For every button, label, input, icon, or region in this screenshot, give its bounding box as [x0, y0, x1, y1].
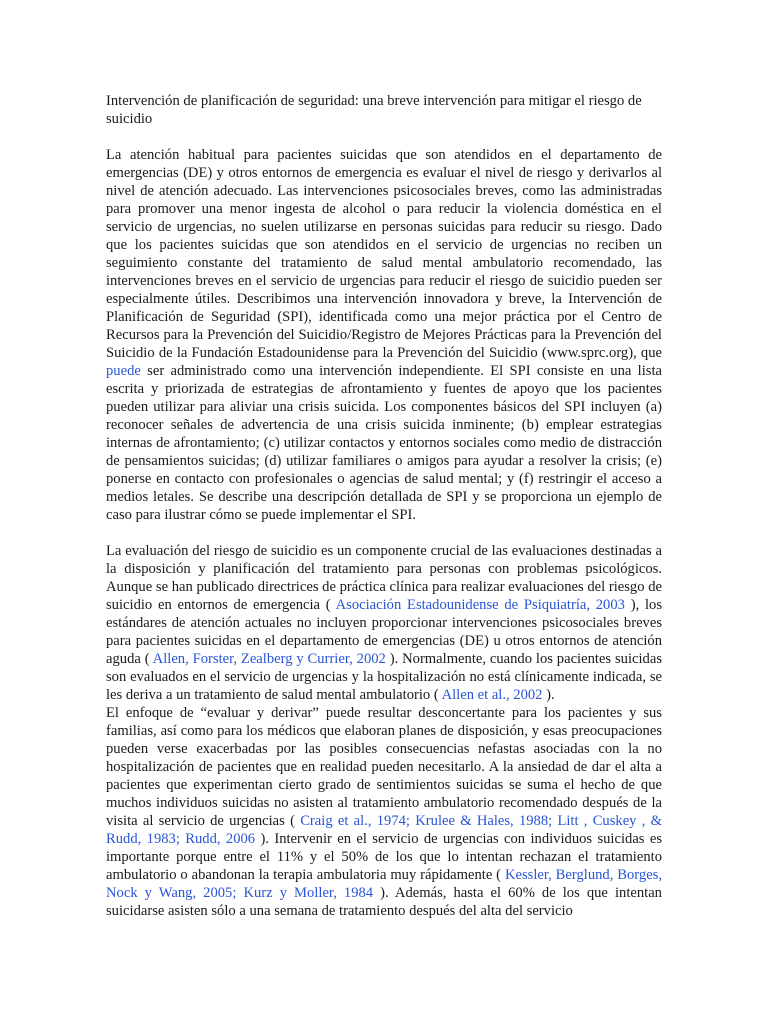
paragraph-2: [106, 542, 662, 704]
paragraph-3-text-a: El enfoque de “evaluar y derivar” puede resultar desconcertante para los pacientes y sus familias, así como para los médicos que elaboran planes de disposición, y esas preocupaciones pueden verse exacerbadas por las posibles consecuencias nefastas asociadas con la no hospitalización de pacientes que en realidad pueden necesitarlo. A la ansiedad de dar el alta a pacientes que experimentan cierto grado de sentimientos suicidas se suma el hecho de que muchos individuos suicidas no asisten al tratamiento ambulatorio recomendado después de la visita al servicio de urgencias (: [106, 705, 662, 829]
document-title: Intervención de planificación de seguridad: una breve intervención para mitigar el riesgo de suicidio: [106, 93, 642, 127]
citation-link-kessler-2005[interactable]: Kessler, Berglund, Borges, Nock y Wang, 2005; Kurz y Moller, 1984: [106, 867, 663, 901]
citation-link-craig-1974[interactable]: Craig et al., 1974; Krulee & Hales, 1988; Litt , Cuskey , & Rudd, 1983; Rudd, 2006: [106, 813, 662, 847]
paragraph-1-text-a: La atención habitual para pacientes suicidas que son atendidos en el departamento de emergencias (DE) y otros entornos de emergencia es evaluar el nivel de riesgo y derivarlos al nivel de atención adecuado. Las intervenciones psicosociales breves, como las administradas para promover una menor ingesta de alcohol o para reducir la violencia doméstica en el servicio de urgencias, no suelen utilizarse en personas suicidas para reducir su riesgo. Dado que los pacientes suicidas que son atendidos en el servicio de urgencias no reciben un seguimiento constante del tratamiento de salud mental ambulatorio recomendado, las intervenciones breves en el servicio de urgencias para reducir el riesgo de suicidio pueden ser especialmente útiles. Describimos una intervención innovadora y breve, la Intervención de Planificación de Seguridad (SPI), identificada como una mejor práctica por el Centro de Recursos para la Prevención del Suicidio/Registro de Mejores Prácticas para la Prevención del Suicidio de la Fundación Estadounidense para la Prevención del Suicidio (www.sprc.org), que: [106, 147, 662, 361]
paragraph-1: [106, 146, 662, 524]
citation-link-allen-2002[interactable]: Allen, Forster, Zealberg y Currier, 2002: [152, 651, 386, 667]
paragraph-3-text-c: ). Además, hasta el 60% de los que intentan suicidarse asisten sólo a una semana de tratamiento después del alta del servicio: [106, 885, 662, 919]
document-page: [106, 92, 662, 920]
paragraph-1-text-b: ser administrado como una intervención independiente. El SPI consiste en una lista escrita y priorizada de estrategias de afrontamiento y fuentes de apoyo que los pacientes pueden utilizar para aliviar una crisis suicida. Los componentes básicos del SPI incluyen (a) reconocer señales de advertencia de una crisis suicida inminente; (b) emplear estrategias internas de afrontamiento; (c) utilizar contactos y entornos sociales como medio de distracción de pensamientos suicidas; (d) utilizar familiares o amigos para ayudar a resolver la crisis; (e) ponerse en contacto con profesionales o agencias de salud mental; y (f) restringir el acceso a medios letales. Se describe una descripción detallada de SPI y se proporciona un ejemplo de caso para ilustrar cómo se puede implementar el SPI.: [106, 363, 662, 523]
citation-link-allen-et-al-2002[interactable]: Allen et al., 2002: [441, 687, 543, 703]
paragraph-2-text-d: ).: [542, 687, 555, 703]
paragraph-3: [106, 704, 662, 920]
paragraph-2-text-c: ). Normalmente, cuando los pacientes suicidas son evaluados en el servicio de urgencias y la hospitalización no está clínicamente indicada, se les deriva a un tratamiento de salud mental ambulatorio (: [106, 651, 662, 703]
paragraph-3-text-b: ). Intervenir en el servicio de urgencias con individuos suicidas es importante porque entre el 11% y el 50% de los que lo intentan rechazan el tratamiento ambulatorio o abandonan la terapia ambulatoria muy rápidamente (: [106, 831, 662, 883]
paragraph-2-text-b: ), los estándares de atención actuales no incluyen proporcionar intervenciones psicosociales breves para pacientes suicidas en el departamento de emergencias (DE) u otros entornos de atención aguda (: [106, 597, 663, 667]
paragraph-2-text-a: La evaluación del riesgo de suicidio es un componente crucial de las evaluaciones destinadas a la disposición y planificación del tratamiento para personas con problemas psicológicos. Aunque se han publicado directrices de práctica clínica para realizar evaluaciones del riesgo de suicidio en entornos de emergencia (: [106, 543, 662, 613]
citation-link-apa-2003[interactable]: Asociación Estadounidense de Psiquiatría, 2003: [335, 597, 625, 613]
link-puede[interactable]: puede: [106, 363, 141, 379]
